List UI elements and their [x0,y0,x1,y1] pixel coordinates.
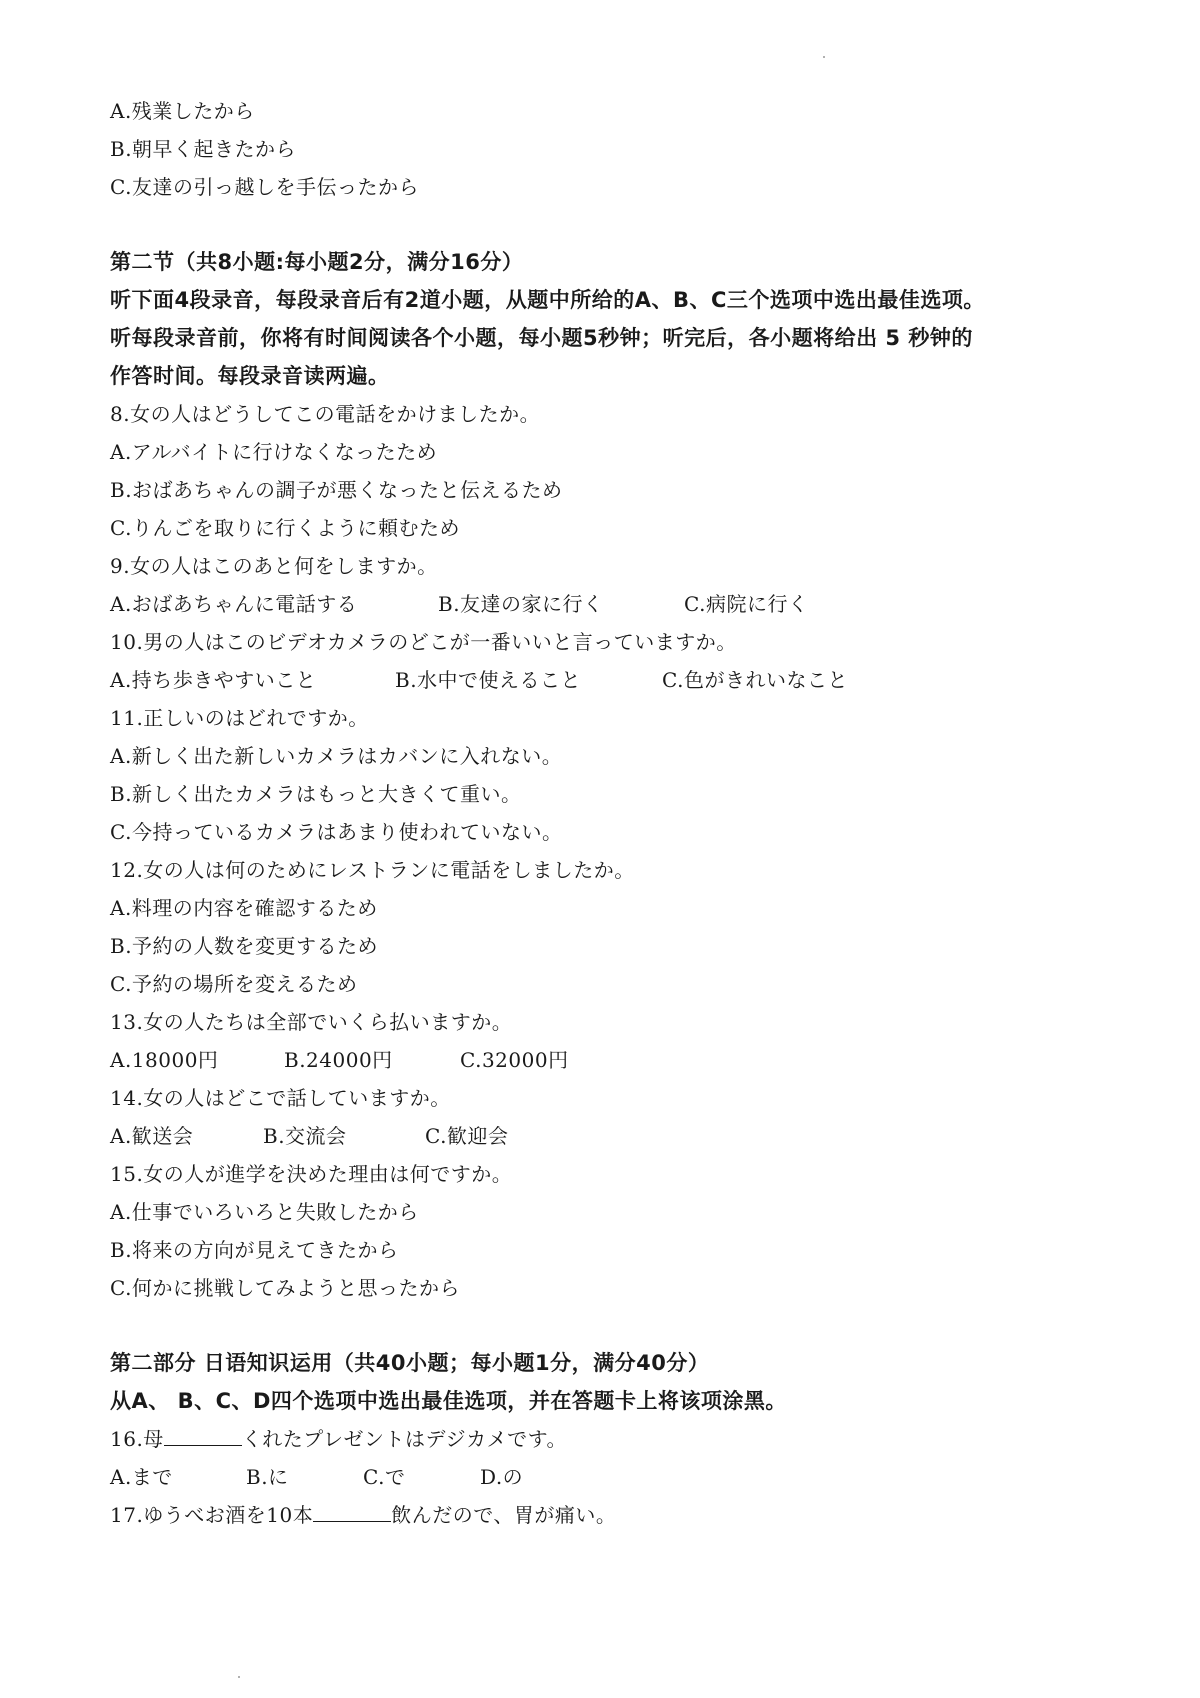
question-16 [110,1426,567,1452]
q15-option-a: A.仕事でいろいろと失敗したから [110,1200,419,1224]
question-10: 10.男の人はこのビデオカメラのどこが一番いいと言っていますか。 [110,630,737,654]
scan-speck [823,56,825,58]
part2-instruction: 从A、 B、C、D四个选项中选出最佳选项，并在答题卡上将该项涂黑。 [110,1389,787,1413]
question-9: 9.女の人はこのあと何をしますか。 [110,554,438,578]
q11-option-c: C.今持っているカメラはあまり使われていない。 [110,820,563,844]
q16-options-row [110,1464,1010,1490]
q17-text-before: 17.ゆうべお酒を10本 [110,1503,314,1527]
q12-option-b: B.予約の人数を変更するため [110,934,379,958]
question-12: 12.女の人は何のためにレストランに電話をしましたか。 [110,858,635,882]
q12-option-a: A.料理の内容を確認するため [110,896,378,920]
q17-text-after: 飲んだので、胃が痛い。 [391,1503,617,1527]
q12-option-c: C.予約の場所を変えるため [110,972,358,996]
question-17 [110,1502,616,1528]
scan-speck [238,1676,240,1678]
part2-header: 第二部分 日语知识运用（共40小题；每小题1分，满分40分） [110,1351,710,1375]
q14-option-c: C.歓迎会 [425,1124,509,1148]
question-11: 11.正しいのはどれですか。 [110,706,369,730]
prev-option-a: A.残業したから [110,99,255,123]
q11-option-b: B.新しく出たカメラはもっと大きくて重い。 [110,782,522,806]
q8-option-a: A.アルバイトに行けなくなったため [110,440,438,464]
q10-option-b: B.水中で使えること [395,668,582,692]
q9-option-c: C.病院に行く [684,592,809,616]
q16-text-before: 16.母 [110,1427,164,1451]
section2-instruction-2: 听每段录音前，你将有时间阅读各个小题，每小题5秒钟；听完后，各小题将给出 5 秒钟的 [110,326,973,350]
q13-option-b: B.24000円 [284,1048,393,1072]
section2-header: 第二节（共8小题:每小题2分，满分16分） [110,250,524,274]
question-8: 8.女の人はどうしてこの電話をかけましたか。 [110,402,541,426]
prev-option-c: C.友達の引っ越しを手伝ったから [110,175,419,199]
q15-option-b: B.将来の方向が見えてきたから [110,1238,399,1262]
q8-option-b: B.おばあちゃんの調子が悪くなったと伝えるため [110,478,563,502]
q13-options-row [110,1047,1010,1073]
q16-option-d: D.の [480,1465,524,1489]
q16-option-c: C.で [363,1465,406,1489]
q15-option-c: C.何かに挑戦してみようと思ったから [110,1276,460,1300]
q13-option-a: A.18000円 [110,1048,219,1072]
q14-option-b: B.交流会 [263,1124,347,1148]
q16-option-b: B.に [246,1465,289,1489]
q14-option-a: A.歓送会 [110,1124,194,1148]
q10-option-c: C.色がきれいなこと [662,668,848,692]
question-13: 13.女の人たちは全部でいくら払いますか。 [110,1010,513,1034]
question-14: 14.女の人はどこで話していますか。 [110,1086,451,1110]
q16-text-after: くれたプレゼントはデジカメです。 [241,1427,568,1451]
q16-answer-blank [164,1427,242,1446]
section2-instruction-3: 作答时间。每段录音读两遍。 [110,364,390,388]
q13-option-c: C.32000円 [460,1048,569,1072]
q9-option-a: A.おばあちゃんに電話する [110,592,358,616]
q8-option-c: C.りんごを取りに行くように頼むため [110,516,460,540]
question-15: 15.女の人が進学を決めた理由は何ですか。 [110,1162,513,1186]
q16-option-a: A.まで [110,1465,173,1489]
prev-option-b: B.朝早く起きたから [110,137,297,161]
q10-option-a: A.持ち歩きやすいこと [110,668,317,692]
q9-option-b: B.友達の家に行く [438,592,604,616]
q9-options-row [110,591,1010,617]
q17-answer-blank [313,1503,391,1522]
q10-options-row [110,667,1010,693]
q14-options-row [110,1123,1010,1149]
section2-instruction-1: 听下面4段录音，每段录音后有2道小题，从题中所给的A、B、C三个选项中选出最佳选项。 [110,288,985,312]
q11-option-a: A.新しく出た新しいカメラはカバンに入れない。 [110,744,563,768]
